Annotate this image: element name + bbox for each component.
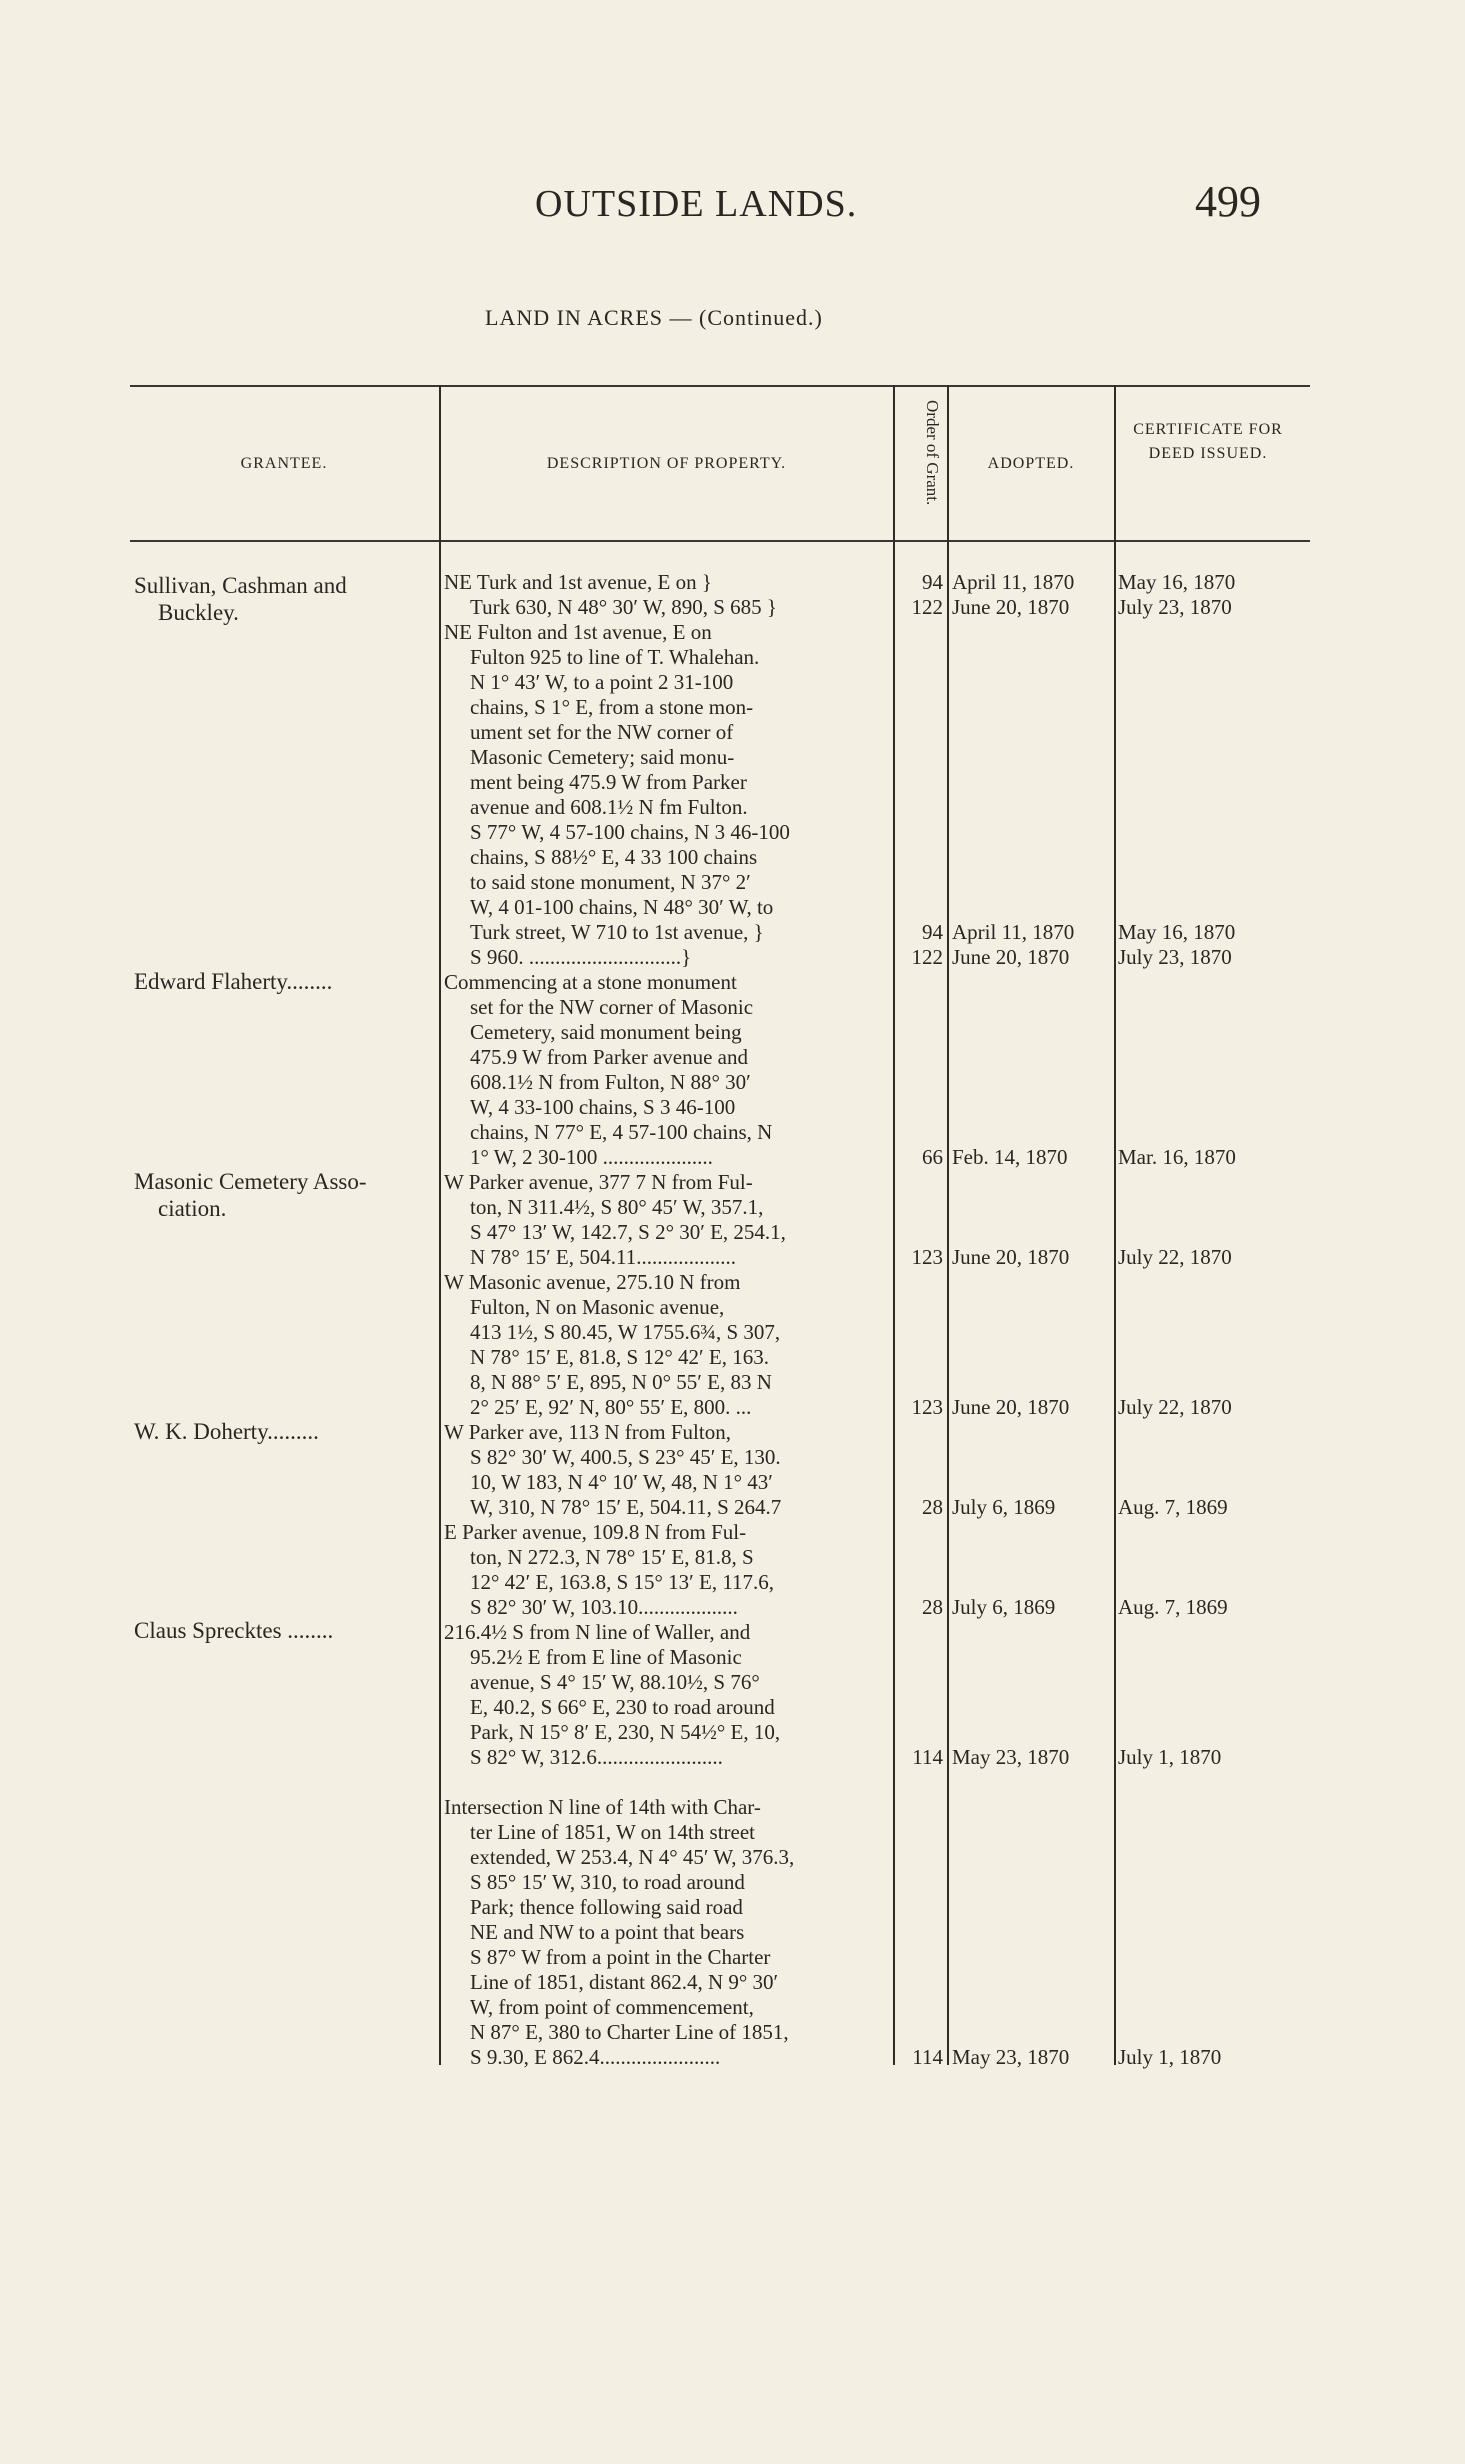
order-of-grant: 66 xyxy=(922,1145,943,1169)
description-line: 1° W, 2 30-100 ..................... xyxy=(470,1145,713,1169)
description-line: Turk 630, N 48° 30′ W, 890, S 685 } xyxy=(470,595,778,619)
certificate-date: May 16, 1870 xyxy=(1118,920,1236,944)
table-header-rule xyxy=(130,540,1310,542)
description-line: W Parker ave, 113 N from Fulton, xyxy=(444,1420,731,1444)
description-line: E, 40.2, S 66° E, 230 to road around xyxy=(470,1695,775,1719)
adopted-date: May 23, 1870 xyxy=(952,2045,1070,2069)
description-line: E Parker avenue, 109.8 N from Ful- xyxy=(444,1520,747,1544)
description-line: W, 4 01-100 chains, N 48° 30′ W, to xyxy=(470,895,774,919)
grantee-cell xyxy=(134,572,434,626)
description-line: W, 4 33-100 chains, S 3 46-100 xyxy=(470,1095,736,1119)
grantee-cell xyxy=(134,1617,434,1644)
adopted-date: June 20, 1870 xyxy=(952,945,1070,969)
description-line: 216.4½ S from N line of Waller, and xyxy=(444,1620,751,1644)
grantee-name: W. K. Doherty......... xyxy=(134,1419,319,1444)
description-line: Turk street, W 710 to 1st avenue, } xyxy=(470,920,764,944)
certificate-date: Aug. 7, 1869 xyxy=(1118,1595,1228,1619)
header-description: DESCRIPTION OF PROPERTY. xyxy=(546,455,787,472)
description-line: Fulton 925 to line of T. Whalehan. xyxy=(470,645,760,669)
description-line: N 87° E, 380 to Charter Line of 1851, xyxy=(470,2020,789,2044)
order-of-grant: 28 xyxy=(922,1595,943,1619)
description-line: Intersection N line of 14th with Char- xyxy=(444,1795,761,1819)
description-line: avenue and 608.1½ N fm Fulton. xyxy=(470,795,748,819)
description-line: N 78° 15′ E, 504.11................... xyxy=(470,1245,736,1269)
description-line: Park; thence following said road xyxy=(470,1895,743,1919)
column-rule-adopted-right xyxy=(1114,385,1116,2065)
certificate-date: July 1, 1870 xyxy=(1118,2045,1222,2069)
table-top-rule xyxy=(130,385,1310,387)
description-line: chains, S 1° E, from a stone mon- xyxy=(470,695,754,719)
description-line: Park, N 15° 8′ E, 230, N 54½° E, 10, xyxy=(470,1720,781,1744)
property-description xyxy=(444,1620,894,1770)
adopted-date: Feb. 14, 1870 xyxy=(952,1145,1068,1169)
description-line: set for the NW corner of Masonic xyxy=(470,995,754,1019)
description-line: Cemetery, said monument being xyxy=(470,1020,742,1044)
grantee-name: Edward Flaherty........ xyxy=(134,969,333,994)
description-line: S 77° W, 4 57-100 chains, N 3 46-100 xyxy=(470,820,790,844)
description-line: avenue, S 4° 15′ W, 88.10½, S 76° xyxy=(470,1670,760,1694)
certificate-date: July 23, 1870 xyxy=(1118,945,1232,969)
adopted-date: July 6, 1869 xyxy=(952,1495,1056,1519)
description-line: NE and NW to a point that bears xyxy=(470,1920,745,1944)
description-line: 608.1½ N from Fulton, N 88° 30′ xyxy=(470,1070,751,1094)
certificate-date: Aug. 7, 1869 xyxy=(1118,1495,1228,1519)
adopted-date: June 20, 1870 xyxy=(952,1245,1070,1269)
order-of-grant: 114 xyxy=(912,2045,943,2069)
grantee-cell xyxy=(134,1168,434,1222)
description-line: W, 310, N 78° 15′ E, 504.11, S 264.7 xyxy=(470,1495,782,1519)
grantee-name: Claus Sprecktes ........ xyxy=(134,1618,334,1643)
running-head: OUTSIDE LANDS. xyxy=(535,183,858,225)
description-line: Commencing at a stone monument xyxy=(444,970,737,994)
order-of-grant: 122 xyxy=(911,595,943,619)
description-line: ton, N 311.4½, S 80° 45′ W, 357.1, xyxy=(470,1195,764,1219)
description-line: 475.9 W from Parker avenue and xyxy=(470,1045,748,1069)
certificate-date: Mar. 16, 1870 xyxy=(1118,1145,1236,1169)
description-line: NE Turk and 1st avenue, E on } xyxy=(444,570,712,594)
description-line: chains, N 77° E, 4 57-100 chains, N xyxy=(470,1120,773,1144)
adopted-date: June 20, 1870 xyxy=(952,1395,1070,1419)
order-of-grant: 28 xyxy=(922,1495,943,1519)
description-line: S 82° 30′ W, 400.5, S 23° 45′ E, 130. xyxy=(470,1445,781,1469)
order-of-grant: 94 xyxy=(922,920,943,944)
header-adopted: ADOPTED. xyxy=(987,455,1075,472)
description-line: 95.2½ E from E line of Masonic xyxy=(470,1645,742,1669)
grantee-name: Sullivan, Cashman and xyxy=(134,573,347,598)
header-certificate: CERTIFICATE FOR DEED ISSUED. xyxy=(1133,421,1283,462)
property-description xyxy=(444,1795,894,2070)
property-description xyxy=(444,1420,894,1520)
header-grantee: GRANTEE. xyxy=(240,455,328,472)
description-line: NE Fulton and 1st avenue, E on xyxy=(444,620,712,644)
certificate-date: July 22, 1870 xyxy=(1118,1245,1232,1269)
adopted-date: May 23, 1870 xyxy=(952,1745,1070,1769)
description-line: 413 1½, S 80.45, W 1755.6¾, S 307, xyxy=(470,1320,781,1344)
description-line: S 85° 15′ W, 310, to road around xyxy=(470,1870,745,1894)
description-line: S 87° W from a point in the Charter xyxy=(470,1945,771,1969)
description-line: S 82° 30′ W, 103.10................... xyxy=(470,1595,738,1619)
property-description xyxy=(444,970,894,1170)
description-line: ton, N 272.3, N 78° 15′ E, 81.8, S xyxy=(470,1545,754,1569)
order-of-grant: 122 xyxy=(911,945,943,969)
description-line: Fulton, N on Masonic avenue, xyxy=(470,1295,725,1319)
property-description xyxy=(444,1170,894,1270)
certificate-date: July 22, 1870 xyxy=(1118,1395,1232,1419)
description-line: Line of 1851, distant 862.4, N 9° 30′ xyxy=(470,1970,779,1994)
column-rule-order-right xyxy=(947,385,949,2065)
description-line: 8, N 88° 5′ E, 895, N 0° 55′ E, 83 N xyxy=(470,1370,772,1394)
description-line: S 960. .............................} xyxy=(470,945,692,969)
description-line: S 9.30, E 862.4....................... xyxy=(470,2045,721,2069)
adopted-date: April 11, 1870 xyxy=(952,920,1075,944)
description-line: ter Line of 1851, W on 14th street xyxy=(470,1820,755,1844)
table-title: LAND IN ACRES — (Continued.) xyxy=(485,305,823,330)
certificate-date: May 16, 1870 xyxy=(1118,570,1236,594)
description-line: W Masonic avenue, 275.10 N from xyxy=(444,1270,741,1294)
certificate-date: July 1, 1870 xyxy=(1118,1745,1222,1769)
order-of-grant: 123 xyxy=(911,1245,943,1269)
grantee-name-continued: ciation. xyxy=(158,1196,227,1221)
order-of-grant: 114 xyxy=(912,1745,943,1769)
description-line: S 82° W, 312.6........................ xyxy=(470,1745,723,1769)
description-line: W, from point of commencement, xyxy=(470,1995,754,2019)
description-line: N 1° 43′ W, to a point 2 31-100 xyxy=(470,670,734,694)
description-line: Masonic Cemetery; said monu- xyxy=(470,745,735,769)
description-line: 10, W 183, N 4° 10′ W, 48, N 1° 43′ xyxy=(470,1470,773,1494)
description-line: ment being 475.9 W from Parker xyxy=(470,770,747,794)
grantee-cell xyxy=(134,968,434,995)
description-line: S 47° 13′ W, 142.7, S 2° 30′ E, 254.1, xyxy=(470,1220,786,1244)
description-line: to said stone monument, N 37° 2′ xyxy=(470,870,751,894)
grantee-name-continued: Buckley. xyxy=(158,600,239,625)
description-line: 12° 42′ E, 163.8, S 15° 13′ E, 117.6, xyxy=(470,1570,775,1594)
grantee-name: Masonic Cemetery Asso- xyxy=(134,1169,367,1194)
header-order-of-grant: Order of Grant. xyxy=(923,400,942,506)
property-description xyxy=(444,570,894,970)
description-line: extended, W 253.4, N 4° 45′ W, 376.3, xyxy=(470,1845,795,1869)
column-rule-description-left xyxy=(439,385,441,2065)
description-line: 2° 25′ E, 92′ N, 80° 55′ E, 800. ... xyxy=(470,1395,752,1419)
certificate-date: July 23, 1870 xyxy=(1118,595,1232,619)
adopted-date: April 11, 1870 xyxy=(952,570,1075,594)
page-number: 499 xyxy=(1195,177,1261,226)
description-line: chains, S 88½° E, 4 33 100 chains xyxy=(470,845,758,869)
grantee-cell xyxy=(134,1418,434,1445)
adopted-date: July 6, 1869 xyxy=(952,1595,1056,1619)
description-line: N 78° 15′ E, 81.8, S 12° 42′ E, 163. xyxy=(470,1345,769,1369)
adopted-date: June 20, 1870 xyxy=(952,595,1070,619)
description-line: W Parker avenue, 377 7 N from Ful- xyxy=(444,1170,753,1194)
property-description xyxy=(444,1270,894,1420)
description-line: ument set for the NW corner of xyxy=(470,720,734,744)
order-of-grant: 94 xyxy=(922,570,943,594)
property-description xyxy=(444,1520,894,1620)
order-of-grant: 123 xyxy=(911,1395,943,1419)
